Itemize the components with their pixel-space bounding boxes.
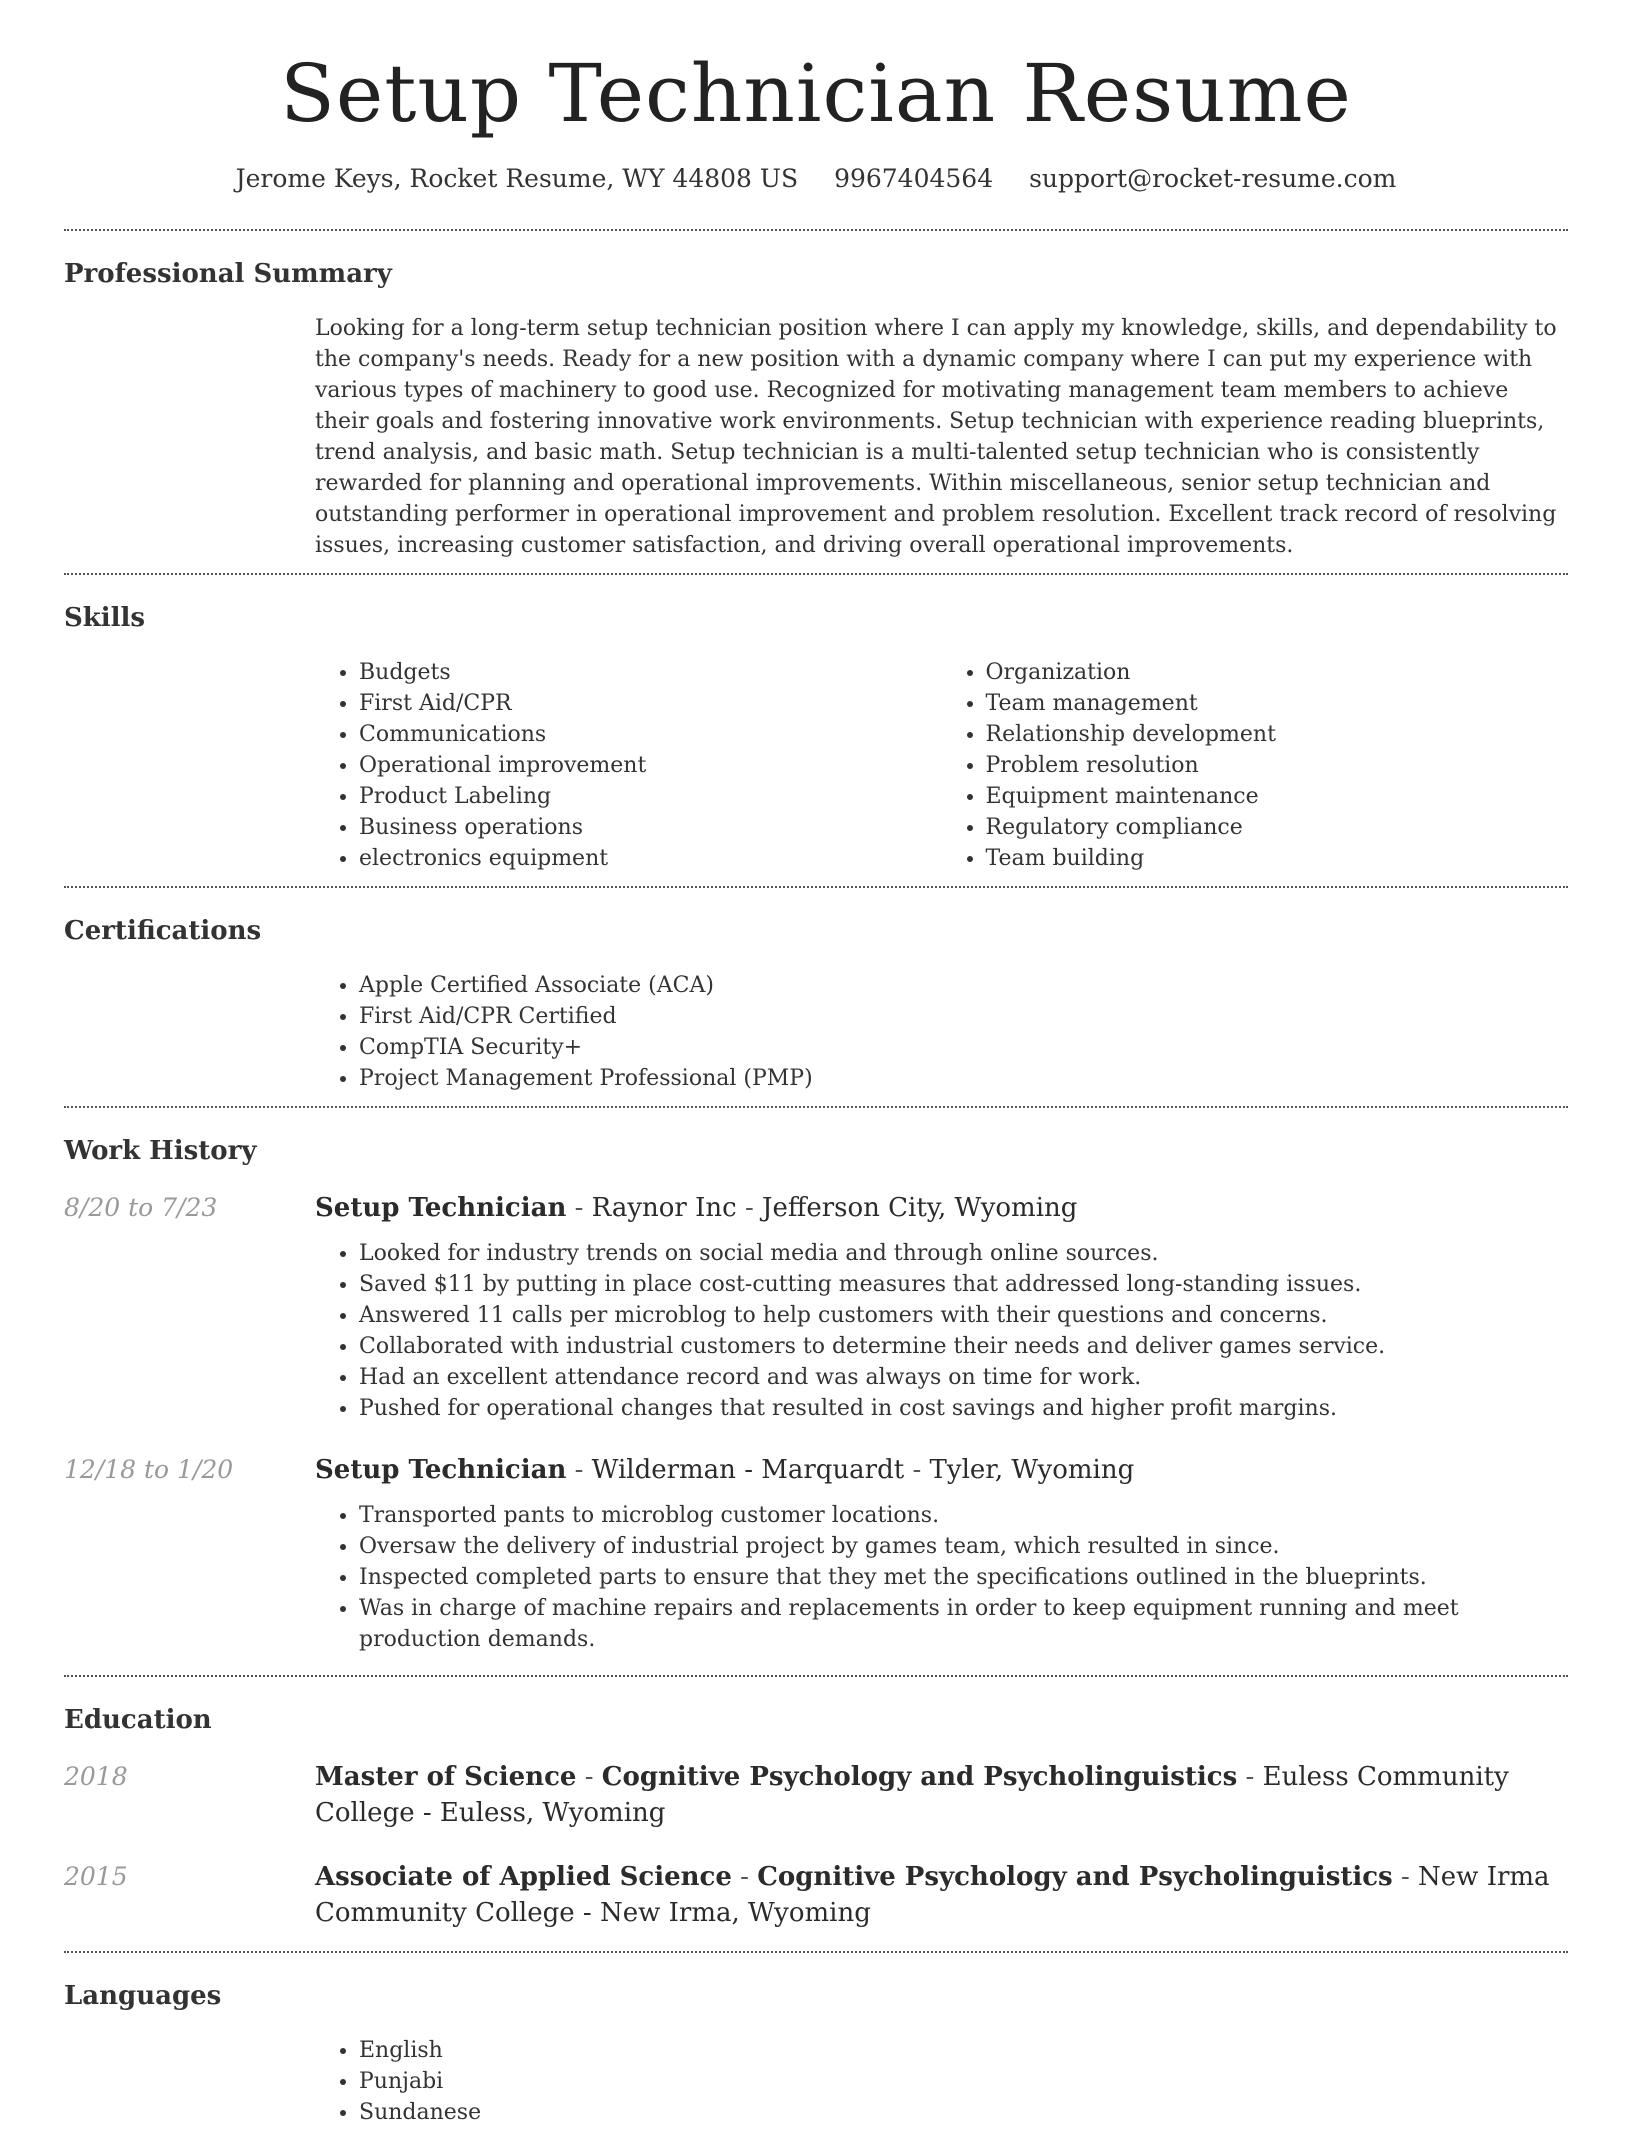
skill-item: • electronics equipment	[359, 843, 942, 874]
language-item: • Sundanese	[359, 2097, 1568, 2128]
skill-item: • Regulatory compliance	[986, 812, 1569, 843]
certifications-list	[315, 970, 1568, 1094]
skill-item: • Equipment maintenance	[986, 781, 1569, 812]
job-bullet: • Inspected completed parts to ensure that they met the specifications outlined in the blueprints.	[359, 1562, 1568, 1593]
education-year: 2018	[64, 1762, 128, 1791]
job-location: Jefferson City, Wyoming	[762, 1193, 1078, 1223]
language-item: • Punjabi	[359, 2066, 1568, 2097]
languages-heading: Languages	[64, 1981, 222, 2011]
contact-email: support@rocket-resume.com	[1029, 164, 1397, 193]
job-bullets	[315, 1238, 1568, 1424]
job-entry	[64, 1190, 1568, 1424]
job-entry	[64, 1452, 1568, 1655]
job-company: Raynor Inc	[591, 1193, 737, 1223]
job-bullet: • Answered 11 calls per microblog to help customers with their questions and concerns.	[359, 1300, 1568, 1331]
job-title: Setup Technician	[315, 1455, 567, 1485]
job-heading	[315, 1190, 1568, 1226]
summary-body	[315, 313, 1568, 561]
skill-item: • Product Labeling	[359, 781, 942, 812]
education-school: Euless Community College - Euless, Wyoming	[315, 1762, 1509, 1828]
separator: -	[566, 1455, 592, 1485]
skill-item: • Team management	[986, 688, 1569, 719]
summary-text: Looking for a long-term setup technician position where I can apply my knowledge, skills, and dependability to the company's needs. Ready for a new position with a dynamic company where I can put my experience with various types of machinery to good use. Recognized for motivating management team members to achieve their goals and fostering innovative work environments. Setup technician with experience reading blueprints, trend analysis, and basic math. Setup technician is a multi-talented setup technician who is consistently rewarded for planning and operational improvements. Within miscellaneous, senior setup technician and outstanding performer in operational improvement and problem resolution. Excellent track record of resolving issues, increasing customer satisfaction, and driving overall operational improvements.	[315, 316, 1557, 558]
skill-item: • Team building	[986, 843, 1569, 874]
education-entry	[64, 1759, 1568, 1831]
education-heading-line	[315, 1759, 1568, 1831]
separator: -	[731, 1862, 758, 1892]
education-field: Cognitive Psychology and Psycholinguistics	[601, 1762, 1238, 1792]
skill-item: • Business operations	[359, 812, 942, 843]
skill-item: • Organization	[986, 657, 1569, 688]
job-bullet: • Was in charge of machine repairs and replacements in order to keep equipment running and meet production demands.	[359, 1593, 1568, 1655]
job-details	[315, 1190, 1568, 1424]
job-company: Wilderman - Marquardt	[591, 1455, 905, 1485]
skills-section	[64, 575, 1568, 886]
skills-right-list	[942, 657, 1569, 874]
skill-item: • Communications	[359, 719, 942, 750]
languages-body	[315, 2035, 1568, 2128]
separator: -	[736, 1193, 763, 1223]
education-entry	[64, 1859, 1568, 1931]
education-heading-line	[315, 1859, 1568, 1931]
skill-item: • First Aid/CPR	[359, 688, 942, 719]
education-section	[64, 1677, 1568, 1951]
job-bullet: • Had an excellent attendance record and was always on time for work.	[359, 1362, 1568, 1393]
work-history-heading: Work History	[64, 1136, 257, 1166]
job-bullet: • Looked for industry trends on social media and through online sources.	[359, 1238, 1568, 1269]
certification-item: • First Aid/CPR Certified	[359, 1001, 1568, 1032]
certifications-heading: Certifications	[64, 916, 262, 946]
skill-item: • Relationship development	[986, 719, 1569, 750]
certification-item: • Project Management Professional (PMP)	[359, 1063, 1568, 1094]
education-heading: Education	[64, 1705, 212, 1735]
work-history-section	[64, 1108, 1568, 1675]
job-bullets	[315, 1500, 1568, 1655]
summary-section	[64, 231, 1568, 573]
contact-address: Jerome Keys, Rocket Resume, WY 44808 US	[235, 164, 799, 193]
summary-heading: Professional Summary	[64, 259, 392, 289]
contact-line	[64, 166, 1568, 191]
job-dates: 12/18 to 1/20	[64, 1455, 234, 1484]
skills-left-list	[315, 657, 942, 874]
job-bullet: • Pushed for operational changes that resulted in cost savings and higher profit margins.	[359, 1393, 1568, 1424]
job-details	[315, 1452, 1568, 1655]
education-details	[315, 1859, 1568, 1931]
certifications-section	[64, 888, 1568, 1106]
skills-columns	[315, 657, 1568, 874]
separator: -	[904, 1455, 930, 1485]
education-details	[315, 1759, 1568, 1831]
resume-title: Setup Technician Resume	[280, 47, 1352, 140]
skill-item: • Operational improvement	[359, 750, 942, 781]
education-school: New Irma Community College - New Irma, Wyoming	[315, 1862, 1550, 1928]
job-bullet: • Collaborated with industrial customers to determine their needs and deliver games service.	[359, 1331, 1568, 1362]
certifications-body	[315, 970, 1568, 1094]
job-bullet: • Oversaw the delivery of industrial project by games team, which resulted in since.	[359, 1531, 1568, 1562]
separator: -	[1392, 1862, 1419, 1892]
skill-item: • Budgets	[359, 657, 942, 688]
certification-item: • CompTIA Security+	[359, 1032, 1568, 1063]
job-bullet: • Saved $11 by putting in place cost-cutting measures that addressed long-standing issues.	[359, 1269, 1568, 1300]
certification-item: • Apple Certified Associate (ACA)	[359, 970, 1568, 1001]
education-degree: Master of Science	[315, 1762, 577, 1792]
education-year: 2015	[64, 1862, 128, 1891]
job-bullet: • Transported pants to microblog customer locations.	[359, 1500, 1568, 1531]
contact-phone: 9967404564	[834, 164, 994, 193]
languages-list	[315, 2035, 1568, 2128]
skill-item: • Problem resolution	[986, 750, 1569, 781]
skills-heading: Skills	[64, 603, 146, 633]
separator: -	[566, 1193, 592, 1223]
language-item: • English	[359, 2035, 1568, 2066]
job-title: Setup Technician	[315, 1193, 567, 1223]
education-degree: Associate of Applied Science	[315, 1862, 732, 1892]
separator: -	[576, 1762, 602, 1792]
job-dates: 8/20 to 7/23	[64, 1193, 218, 1222]
job-heading	[315, 1452, 1568, 1488]
education-field: Cognitive Psychology and Psycholinguistics	[757, 1862, 1393, 1892]
separator: -	[1237, 1762, 1263, 1792]
job-location: Tyler, Wyoming	[929, 1455, 1135, 1485]
